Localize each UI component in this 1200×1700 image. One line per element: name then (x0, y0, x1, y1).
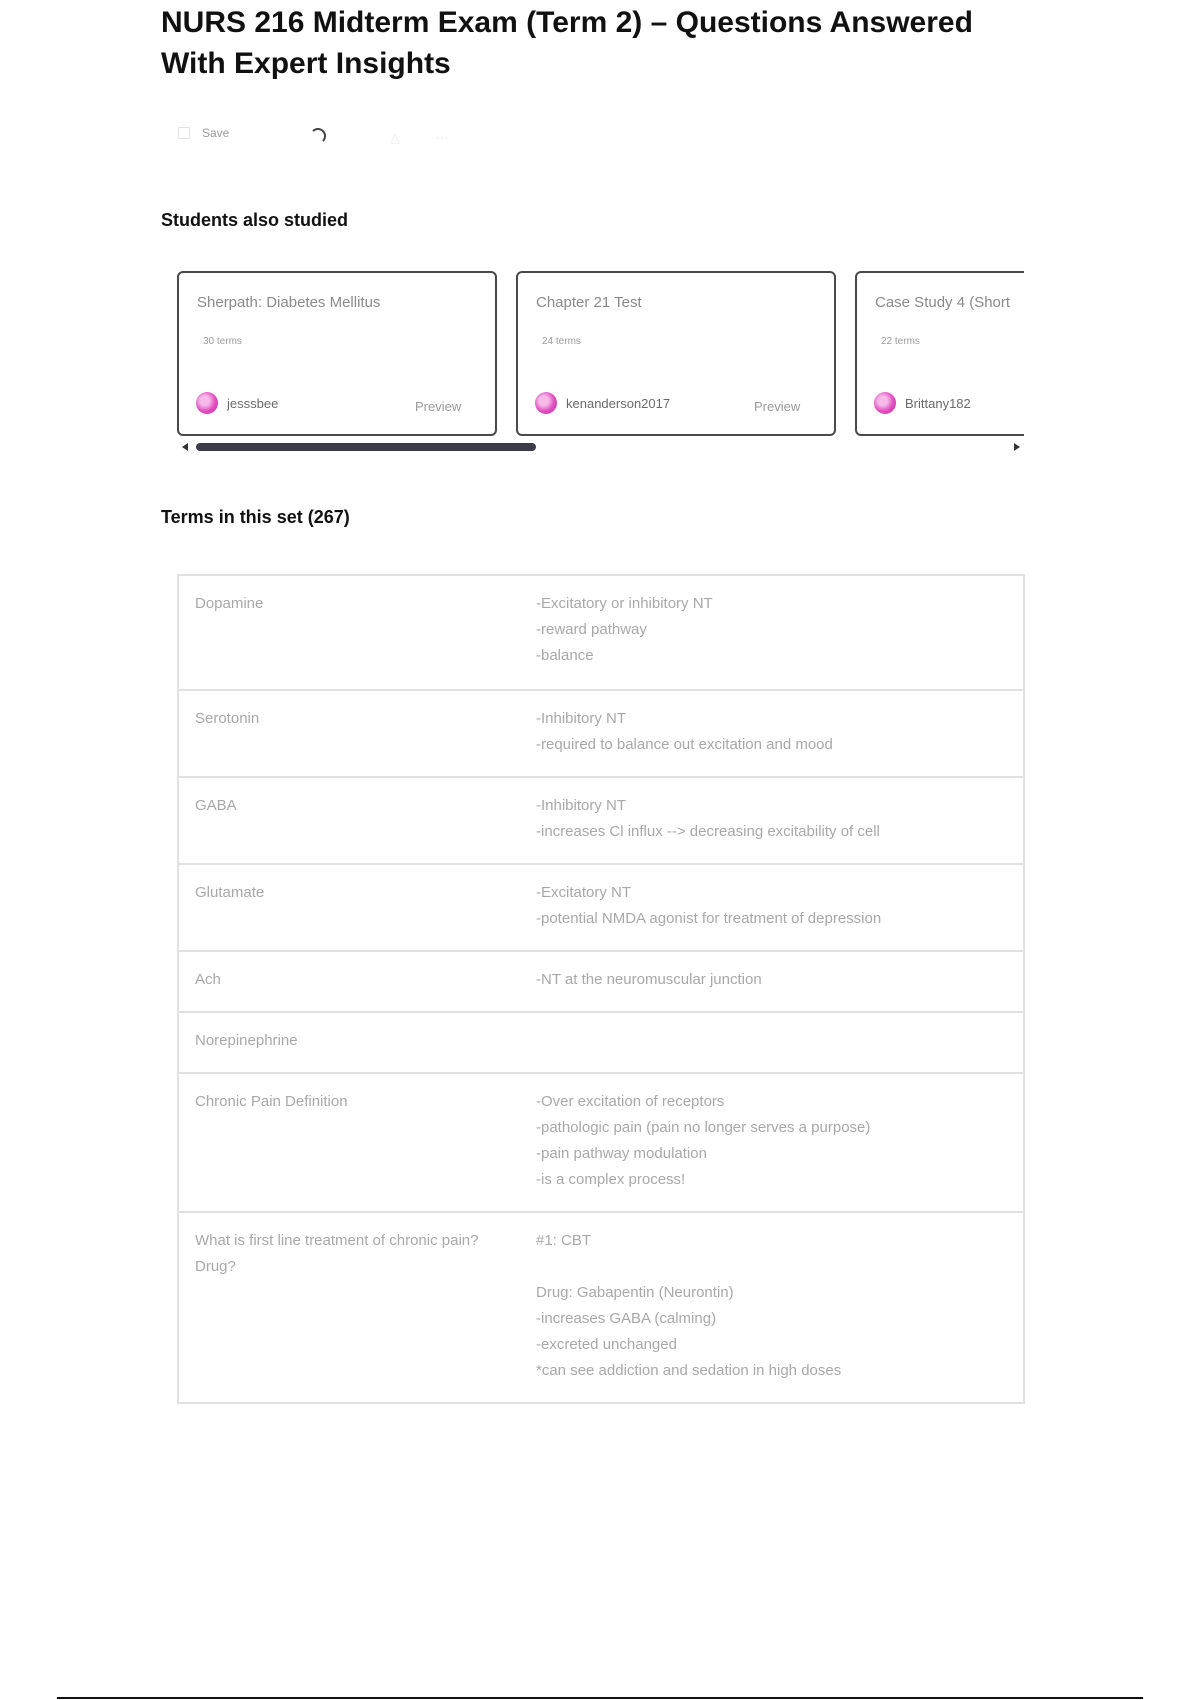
term-definition-line: -reward pathway (536, 621, 647, 638)
term-definition-line: #1: CBT (536, 1232, 592, 1249)
card-term-count: 24 terms (542, 336, 581, 347)
term-word (179, 952, 536, 1011)
term-word-line: What is first line treatment of chronic pain? (195, 1232, 479, 1249)
card-title: Case Study 4 (Short (875, 294, 1011, 311)
card-title: Chapter 21 Test (536, 294, 642, 311)
term-definition-line: -is a complex process! (536, 1171, 686, 1188)
terms-table (177, 574, 1025, 1404)
term-definition-line: -potential NMDA agonist for treatment of depression (536, 910, 882, 927)
term-row (179, 1211, 1023, 1402)
save-label: Save (202, 126, 230, 140)
page-title-line-1: NURS 216 Midterm Exam (Term 2) – Questions Answered (161, 6, 973, 39)
term-definition-line: *can see addiction and sedation in high doses (536, 1362, 842, 1379)
carousel-scrollbar[interactable] (196, 443, 536, 451)
term-row (179, 950, 1023, 1011)
term-word (179, 576, 536, 689)
term-word (179, 1074, 536, 1211)
toolbar (178, 126, 498, 152)
term-word (179, 691, 536, 776)
term-definition-line: -Inhibitory NT (536, 710, 627, 727)
term-row (179, 1072, 1023, 1211)
term-definition (536, 1213, 1023, 1402)
divider (57, 1697, 1143, 1699)
students-also-studied-heading: Students also studied (161, 210, 349, 230)
term-word (179, 1013, 536, 1072)
term-word (179, 778, 536, 863)
save-button[interactable] (178, 126, 229, 140)
term-definition-line: -Excitatory NT (536, 884, 632, 901)
term-definition (536, 691, 1023, 776)
term-definition-line: -pathologic pain (pain no longer serves a purpose) (536, 1119, 871, 1136)
term-word (179, 865, 536, 950)
card-username[interactable]: kenanderson2017 (566, 396, 671, 411)
term-definition-line: -Inhibitory NT (536, 797, 627, 814)
share-icon[interactable]: △ (390, 130, 400, 145)
term-word-line: Ach (195, 971, 221, 988)
term-definition (536, 952, 1023, 1011)
term-definition-line: -excreted unchanged (536, 1336, 677, 1353)
term-word-line: GABA (195, 797, 237, 814)
term-word-line: Drug? (195, 1258, 236, 1275)
term-row (179, 1011, 1023, 1072)
term-definition (536, 576, 1023, 689)
term-definition (536, 1074, 1023, 1211)
term-definition-line (536, 1254, 1011, 1280)
term-definition (536, 1013, 1023, 1072)
page-title (161, 2, 1061, 84)
term-word-line: Norepinephrine (195, 1032, 298, 1049)
save-icon (178, 127, 190, 139)
avatar (196, 392, 218, 414)
term-row (179, 863, 1023, 950)
term-definition-line: -Over excitation of receptors (536, 1093, 725, 1110)
term-row (179, 689, 1023, 776)
term-definition-line: -Excitatory or inhibitory NT (536, 595, 713, 612)
loading-spinner-icon (310, 128, 326, 144)
study-set-card[interactable] (177, 271, 497, 436)
card-term-count: 30 terms (203, 336, 242, 347)
study-set-card[interactable] (855, 271, 1024, 436)
term-definition (536, 778, 1023, 863)
avatar (535, 392, 557, 414)
card-username[interactable]: jesssbee (227, 396, 279, 411)
term-word-line: Chronic Pain Definition (195, 1093, 348, 1110)
terms-in-set-heading: Terms in this set (267) (161, 507, 350, 527)
term-word-line: Glutamate (195, 884, 265, 901)
term-word-line: Serotonin (195, 710, 260, 727)
avatar (874, 392, 896, 414)
card-username[interactable]: Brittany182 (905, 396, 971, 411)
term-definition-line: -NT at the neuromuscular junction (536, 971, 762, 988)
term-row (179, 776, 1023, 863)
scroll-left-icon[interactable] (182, 443, 188, 451)
card-term-count: 22 terms (881, 336, 920, 347)
study-set-card[interactable] (516, 271, 836, 436)
preview-button[interactable]: Preview (754, 399, 801, 414)
term-definition-line: Drug: Gabapentin (Neurontin) (536, 1284, 734, 1301)
term-word-line: Dopamine (195, 595, 264, 612)
term-row (179, 576, 1023, 689)
term-definition-line: -required to balance out excitation and mood (536, 736, 833, 753)
term-definition-line: -pain pathway modulation (536, 1145, 707, 1162)
more-icon[interactable]: ⋯ (436, 130, 449, 145)
term-definition-line: -increases Cl influx --> decreasing excitability of cell (536, 823, 880, 840)
study-set-carousel (177, 271, 1024, 441)
term-definition (536, 865, 1023, 950)
page-title-line-2: With Expert Insights (161, 47, 451, 80)
term-definition-line: -increases GABA (calming) (536, 1310, 717, 1327)
scroll-right-icon[interactable] (1014, 443, 1020, 451)
card-title: Sherpath: Diabetes Mellitus (197, 294, 381, 311)
term-definition-line: -balance (536, 647, 594, 664)
term-word (179, 1213, 536, 1402)
preview-button[interactable]: Preview (415, 399, 462, 414)
